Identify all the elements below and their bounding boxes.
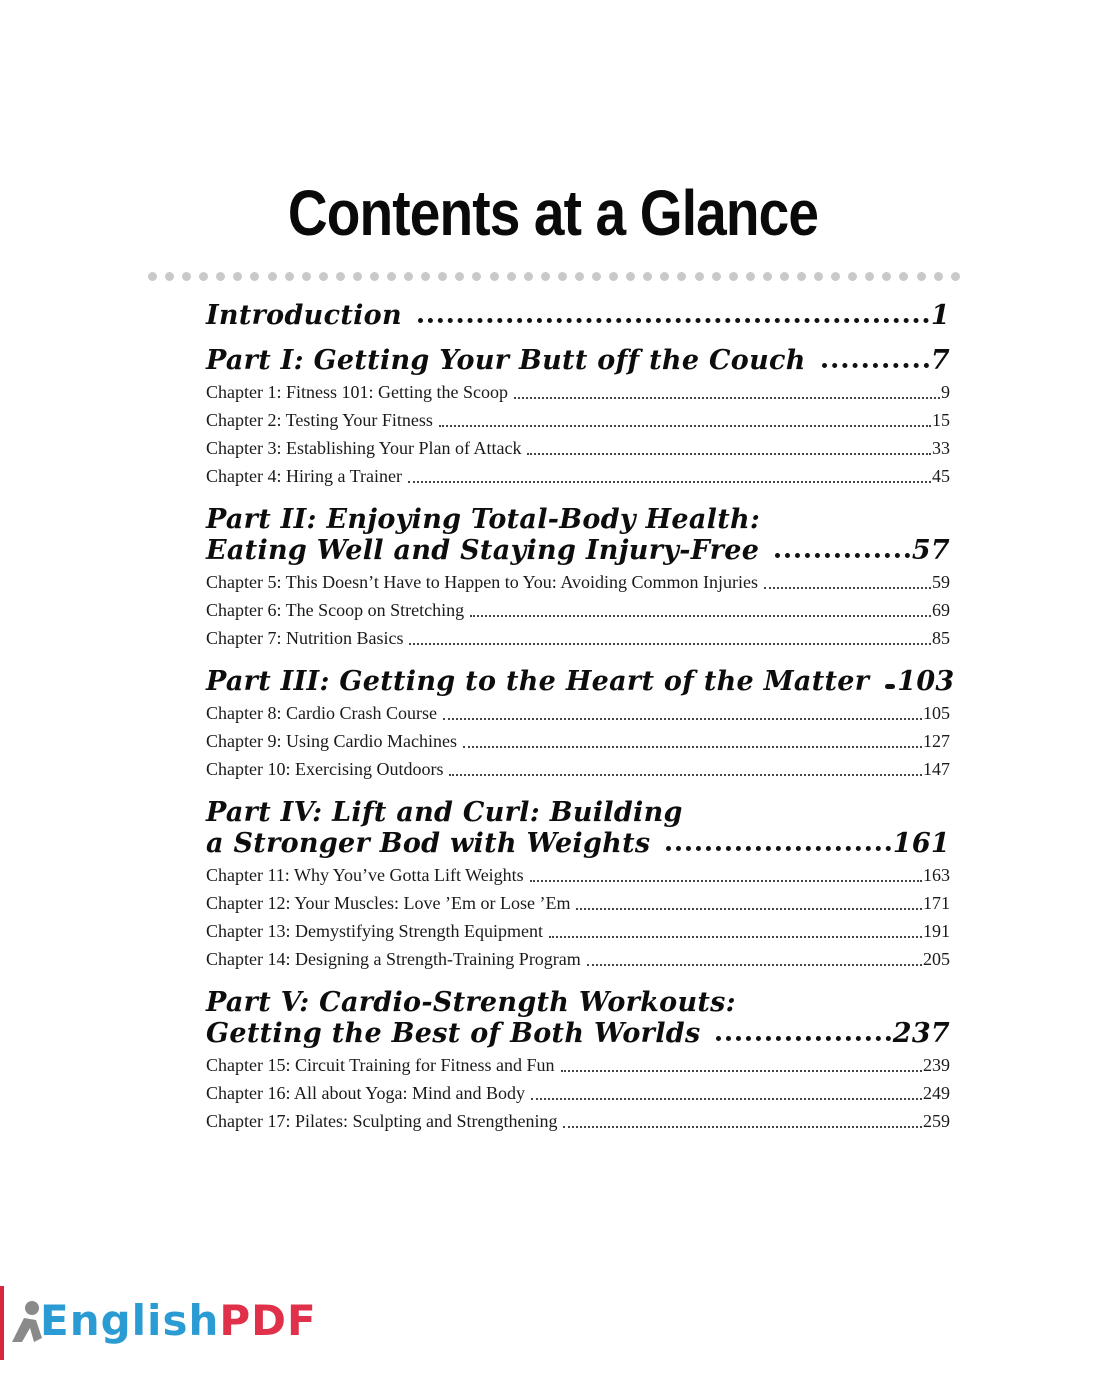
page-title: Contents at a Glance — [287, 177, 819, 249]
dot-leader — [561, 1070, 923, 1072]
dot-leader — [418, 318, 929, 323]
dot-leader — [549, 936, 922, 938]
divider-dot — [951, 272, 960, 281]
divider-dot — [199, 272, 208, 281]
part-title-line: Part IV: Lift and Curl: Building — [206, 797, 683, 828]
part-title-line: Introduction — [206, 300, 402, 331]
divider-dot — [695, 272, 704, 281]
toc-chapter[interactable] — [206, 596, 950, 624]
chapter-page-number: 205 — [923, 949, 950, 969]
divider-dot — [268, 272, 277, 281]
divider-dot — [421, 272, 430, 281]
chapter-title: Chapter 5: This Doesn’t Have to Happen to You: Avoiding Common Injuries — [206, 572, 758, 592]
chapter-title: Chapter 8: Cardio Crash Course — [206, 703, 437, 723]
divider-dot — [797, 272, 806, 281]
toc-chapter[interactable] — [206, 917, 950, 945]
divider-dot — [285, 272, 294, 281]
dot-leader — [716, 1036, 890, 1041]
part-page-number: 57 — [911, 535, 950, 566]
chapter-title: Chapter 13: Demystifying Strength Equipment — [206, 921, 543, 941]
chapter-page-number: 33 — [932, 438, 950, 458]
chapter-title: Chapter 14: Designing a Strength-Training Program — [206, 949, 581, 969]
toc-part[interactable] — [206, 504, 950, 566]
chapter-title: Chapter 2: Testing Your Fitness — [206, 410, 433, 430]
chapter-page-number: 239 — [923, 1055, 950, 1075]
divider-dot — [387, 272, 396, 281]
chapter-title: Chapter 4: Hiring a Trainer — [206, 466, 402, 486]
part-title-line: Part I: Getting Your Butt off the Couch — [206, 345, 806, 376]
divider-dot — [626, 272, 635, 281]
divider-dot — [438, 272, 447, 281]
chapter-title: Chapter 10: Exercising Outdoors — [206, 759, 444, 779]
toc-chapter[interactable] — [206, 1079, 950, 1107]
chapter-page-number: 163 — [923, 865, 950, 885]
divider-dot — [934, 272, 943, 281]
part-title-line: Part III: Getting to the Heart of the Matter — [206, 666, 870, 697]
dot-leader — [408, 481, 931, 483]
chapter-page-number: 45 — [932, 466, 950, 486]
toc-part[interactable] — [206, 666, 955, 697]
chapter-title: Chapter 16: All about Yoga: Mind and Body — [206, 1083, 525, 1103]
dot-leader — [439, 425, 931, 427]
chapter-title: Chapter 1: Fitness 101: Getting the Scoop — [206, 382, 508, 402]
part-title-line: Getting the Best of Both Worlds — [206, 1018, 701, 1049]
dot-leader — [449, 774, 922, 776]
divider-dot — [609, 272, 618, 281]
logo-text-english: English — [40, 1296, 220, 1345]
dot-leader — [531, 1098, 922, 1100]
divider-dot — [592, 272, 601, 281]
toc-chapter[interactable] — [206, 727, 950, 755]
part-title-row — [206, 535, 950, 566]
divider-dot — [899, 272, 908, 281]
chapter-page-number: 105 — [923, 703, 950, 723]
divider-dot — [541, 272, 550, 281]
chapter-title: Chapter 17: Pilates: Sculpting and Strengthening — [206, 1111, 558, 1131]
part-title-line: Part V: Cardio-Strength Workouts: — [206, 987, 736, 1018]
toc-chapter[interactable] — [206, 861, 950, 889]
divider-dot — [182, 272, 191, 281]
dot-leader — [470, 615, 931, 617]
divider-dot — [677, 272, 686, 281]
divider-dot — [216, 272, 225, 281]
toc-part[interactable] — [206, 987, 950, 1049]
divider-dot — [729, 272, 738, 281]
dot-leader — [514, 397, 940, 399]
divider-dot — [814, 272, 823, 281]
chapter-title: Chapter 6: The Scoop on Stretching — [206, 600, 465, 620]
part-page-number: 161 — [892, 828, 950, 859]
divider-dot — [148, 272, 157, 281]
part-page-number: 1 — [930, 300, 950, 331]
divider-dot — [643, 272, 652, 281]
divider-dot — [712, 272, 721, 281]
toc-chapter[interactable] — [206, 378, 950, 406]
dot-leader — [822, 363, 929, 368]
chapter-page-number: 69 — [932, 600, 950, 620]
toc-chapter[interactable] — [206, 699, 950, 727]
chapter-title: Chapter 11: Why You’ve Gotta Lift Weights — [206, 865, 524, 885]
dotted-divider — [148, 270, 960, 282]
toc-chapter[interactable] — [206, 889, 950, 917]
toc-introduction[interactable] — [206, 300, 950, 331]
divider-dot — [233, 272, 242, 281]
chapter-page-number: 259 — [923, 1111, 950, 1131]
chapter-page-number: 127 — [923, 731, 950, 751]
chapter-title: Chapter 3: Establishing Your Plan of Attack — [206, 438, 522, 458]
divider-dot — [250, 272, 259, 281]
divider-dot — [353, 272, 362, 281]
part-title-row — [206, 666, 955, 697]
toc-part[interactable] — [206, 797, 950, 859]
divider-dot — [917, 272, 926, 281]
divider-dot — [165, 272, 174, 281]
part-title-row — [206, 1018, 950, 1049]
dot-leader — [409, 643, 931, 645]
dot-leader — [666, 846, 890, 851]
divider-dot — [763, 272, 772, 281]
part-page-number: 103 — [897, 666, 955, 697]
divider-dot — [558, 272, 567, 281]
logo-text — [40, 1296, 317, 1345]
divider-dot — [746, 272, 755, 281]
divider-dot — [848, 272, 857, 281]
toc-chapter[interactable] — [206, 624, 950, 652]
divider-dot — [780, 272, 789, 281]
chapter-page-number: 171 — [923, 893, 950, 913]
chapter-title: Chapter 7: Nutrition Basics — [206, 628, 404, 648]
divider-dot — [455, 272, 464, 281]
chapter-page-number: 15 — [932, 410, 950, 430]
divider-dot — [404, 272, 413, 281]
toc-chapter[interactable] — [206, 406, 950, 434]
chapter-page-number: 85 — [932, 628, 950, 648]
chapter-title: Chapter 12: Your Muscles: Love ’Em or Lose ’Em — [206, 893, 571, 913]
logo-bar — [0, 1286, 4, 1360]
divider-dot — [831, 272, 840, 281]
chapter-page-number: 249 — [923, 1083, 950, 1103]
table-of-contents — [206, 300, 955, 1135]
dot-leader — [530, 880, 922, 882]
toc-chapter[interactable] — [206, 568, 950, 596]
chapter-title: Chapter 9: Using Cardio Machines — [206, 731, 457, 751]
dot-leader — [443, 718, 922, 720]
chapter-page-number: 9 — [941, 382, 950, 402]
part-page-number: 237 — [892, 1018, 950, 1049]
chapter-page-number: 147 — [923, 759, 950, 779]
toc-chapter[interactable] — [206, 1051, 950, 1079]
divider-dot — [524, 272, 533, 281]
chapter-page-number: 191 — [923, 921, 950, 941]
dot-leader — [527, 453, 931, 455]
divider-dot — [882, 272, 891, 281]
chapter-page-number: 59 — [932, 572, 950, 592]
dot-leader — [775, 553, 910, 558]
divider-dot — [370, 272, 379, 281]
divider-dot — [302, 272, 311, 281]
toc-chapter[interactable] — [206, 434, 950, 462]
dot-leader — [463, 746, 922, 748]
chapter-title: Chapter 15: Circuit Training for Fitness and Fun — [206, 1055, 555, 1075]
part-title-row — [206, 345, 950, 376]
divider-dot — [865, 272, 874, 281]
logo-text-pdf: PDF — [219, 1296, 317, 1345]
dot-leader — [587, 964, 922, 966]
part-title-row — [206, 300, 950, 331]
toc-chapter[interactable] — [206, 1107, 950, 1135]
divider-dot — [472, 272, 481, 281]
divider-dot — [319, 272, 328, 281]
part-title-row — [206, 828, 950, 859]
divider-dot — [336, 272, 345, 281]
dot-leader — [885, 684, 895, 689]
englishpdf-logo — [0, 1284, 317, 1364]
toc-chapter[interactable] — [206, 462, 950, 490]
part-title-line: Part II: Enjoying Total-Body Health: — [206, 504, 761, 535]
dot-leader — [563, 1126, 922, 1128]
part-title-line: a Stronger Bod with Weights — [206, 828, 651, 859]
part-page-number: 7 — [930, 345, 950, 376]
toc-chapter[interactable] — [206, 945, 950, 973]
divider-dot — [660, 272, 669, 281]
toc-part[interactable] — [206, 345, 950, 376]
part-title-line: Eating Well and Staying Injury-Free — [206, 535, 760, 566]
toc-chapter[interactable] — [206, 755, 950, 783]
dot-leader — [576, 908, 922, 910]
divider-dot — [575, 272, 584, 281]
divider-dot — [490, 272, 499, 281]
dot-leader — [764, 587, 931, 589]
divider-dot — [507, 272, 516, 281]
